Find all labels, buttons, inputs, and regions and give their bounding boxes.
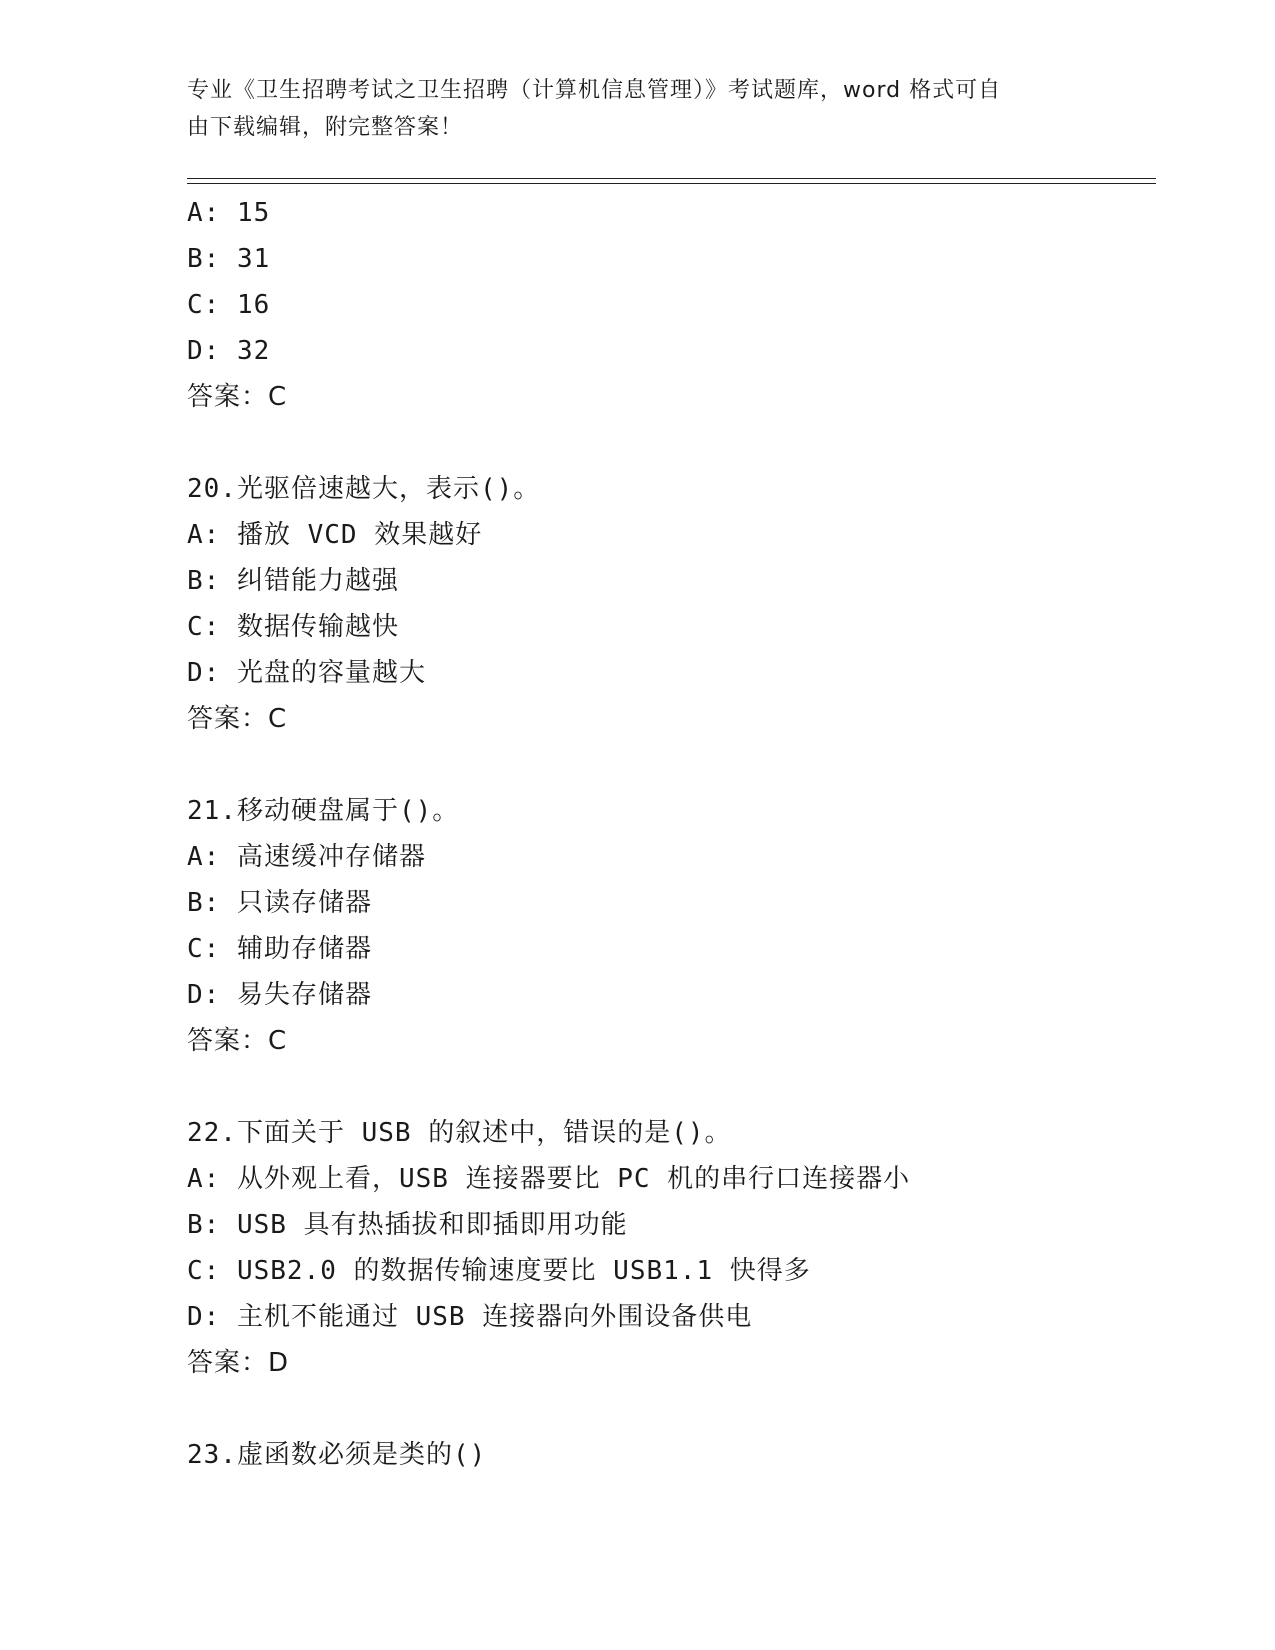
header-divider-bottom	[187, 183, 1156, 184]
header-divider-top	[187, 178, 1156, 179]
option-d: D: 32	[187, 336, 271, 366]
question-list	[187, 190, 1147, 1478]
answer-line: 答案：D	[187, 1348, 290, 1378]
question-21-block	[187, 788, 1147, 1064]
option-c: C: 辅助存储器	[187, 934, 372, 964]
option-b: B: 纠错能力越强	[187, 566, 399, 596]
question-text: 21.移动硬盘属于()。	[187, 796, 460, 826]
option-c: C: USB2.0 的数据传输速度要比 USB1.1 快得多	[187, 1256, 811, 1286]
option-b: B: 只读存储器	[187, 888, 372, 918]
option-a: A: 从外观上看，USB 连接器要比 PC 机的串行口连接器小	[187, 1164, 911, 1194]
option-b: B: USB 具有热插拔和即插即用功能	[187, 1210, 628, 1240]
option-d: D: 易失存储器	[187, 980, 372, 1010]
question-text: 20.光驱倍速越大，表示()。	[187, 474, 541, 504]
option-b: B: 31	[187, 244, 271, 274]
header-line-1: 专业《卫生招聘考试之卫生招聘（计算机信息管理）》考试题库，word 格式可自	[187, 78, 1002, 103]
question-20-block	[187, 466, 1147, 742]
header-line-2: 由下载编辑，附完整答案！	[187, 115, 464, 140]
option-d: D: 光盘的容量越大	[187, 658, 426, 688]
question-text: 22.下面关于 USB 的叙述中，错误的是()。	[187, 1118, 732, 1148]
question-text: 23.虚函数必须是类的()	[187, 1440, 487, 1470]
option-a: A: 高速缓冲存储器	[187, 842, 426, 872]
option-d: D: 主机不能通过 USB 连接器向外围设备供电	[187, 1302, 753, 1332]
answer-line: 答案：C	[187, 382, 288, 412]
document-header	[187, 72, 1087, 146]
question-19-block	[187, 190, 1147, 420]
option-a: A: 播放 VCD 效果越好	[187, 520, 483, 550]
question-23-block	[187, 1432, 1147, 1478]
answer-line: 答案：C	[187, 1026, 288, 1056]
answer-line: 答案：C	[187, 704, 288, 734]
option-c: C: 16	[187, 290, 271, 320]
option-a: A: 15	[187, 198, 271, 228]
option-c: C: 数据传输越快	[187, 612, 399, 642]
question-22-block	[187, 1110, 1147, 1386]
